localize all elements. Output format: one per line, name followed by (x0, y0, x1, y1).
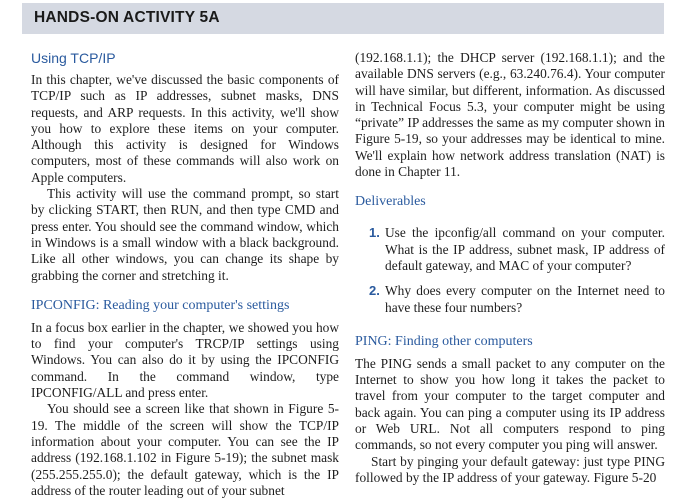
section-heading: Using TCP/IP (31, 50, 116, 66)
paragraph: The PING sends a small packet to any computer on the Internet to show you how long it takes the packet to travel from your computer to the target computer and back again. You can ping a computer using its IP address or Web URL. Not all computers respond to ping commands, so not every computer you ping will answer. (355, 355, 665, 453)
item-number: 2. (369, 283, 380, 299)
item-text: Use the ipconfig/all command on your computer. What is the IP address, subnet mask, IP address of default gateway, and MAC of your computer? (385, 225, 665, 273)
subsection-heading: IPCONFIG: Reading your computer's settings (31, 297, 290, 313)
item-number: 1. (369, 225, 380, 241)
paragraph: (192.168.1.1); the DHCP server (192.168.1.1); and the available DNS servers (e.g., 63.240.76.4). Your computer will have similar, but different, information. As discussed in Technical Focus 5.3, your computer might be using “private” IP addresses the same as my computer shown in Figure 5-19, so your addresses may be identical to mine. We'll explain how network address translation (NAT) is done in Chapter 11. (355, 50, 666, 180)
activity-title: HANDS-ON ACTIVITY 5A (34, 9, 220, 26)
paragraph: In a focus box earlier in the chapter, we showed you how to find your computer's TRCP/IP settings using Windows. You can also do it by using the IPCONFIG command. In the command window, type IPCONFIG/ALL and press enter. (31, 319, 339, 401)
ping-heading: PING: Finding other computers (355, 333, 533, 349)
activity-header (0, 0, 700, 37)
deliverables-heading: Deliverables (355, 194, 426, 210)
paragraph: In this chapter, we've discussed the basic components of TCP/IP such as IP addresses, subnet masks, DNS requests, and ARP requests. In this activity, we'll show you how to explore these items on your computer. Although this activity is designed for Windows computers, most of these commands will also work on Apple computers. (31, 72, 339, 185)
left-column (31, 50, 339, 499)
paragraph: Start by pinging your default gateway: just type PING followed by the IP address of your gateway. Figure 5-20 (355, 453, 665, 485)
right-column (355, 50, 665, 486)
paragraph: This activity will use the command prompt, so start by clicking START, then RUN, and then type CMD and press enter. You should see the command window, which in Windows is a small window with a black background. Like all other windows, you can change its shape by grabbing the corner and stretching it. (31, 186, 339, 283)
list-item (355, 225, 665, 274)
deliverables-list (355, 225, 665, 315)
list-item (355, 283, 665, 316)
item-text: Why does every computer on the Internet need to have these four numbers? (385, 283, 665, 315)
paragraph: You should see a screen like that shown in Figure 5-19. The middle of the screen will show the TCP/IP information about your computer. You can see the IP address (192.168.1.102 in Figure 5-19); the subnet mask (255.255.255.0); the default gateway, which is the IP address of the router leading out of your subnet (31, 401, 339, 498)
